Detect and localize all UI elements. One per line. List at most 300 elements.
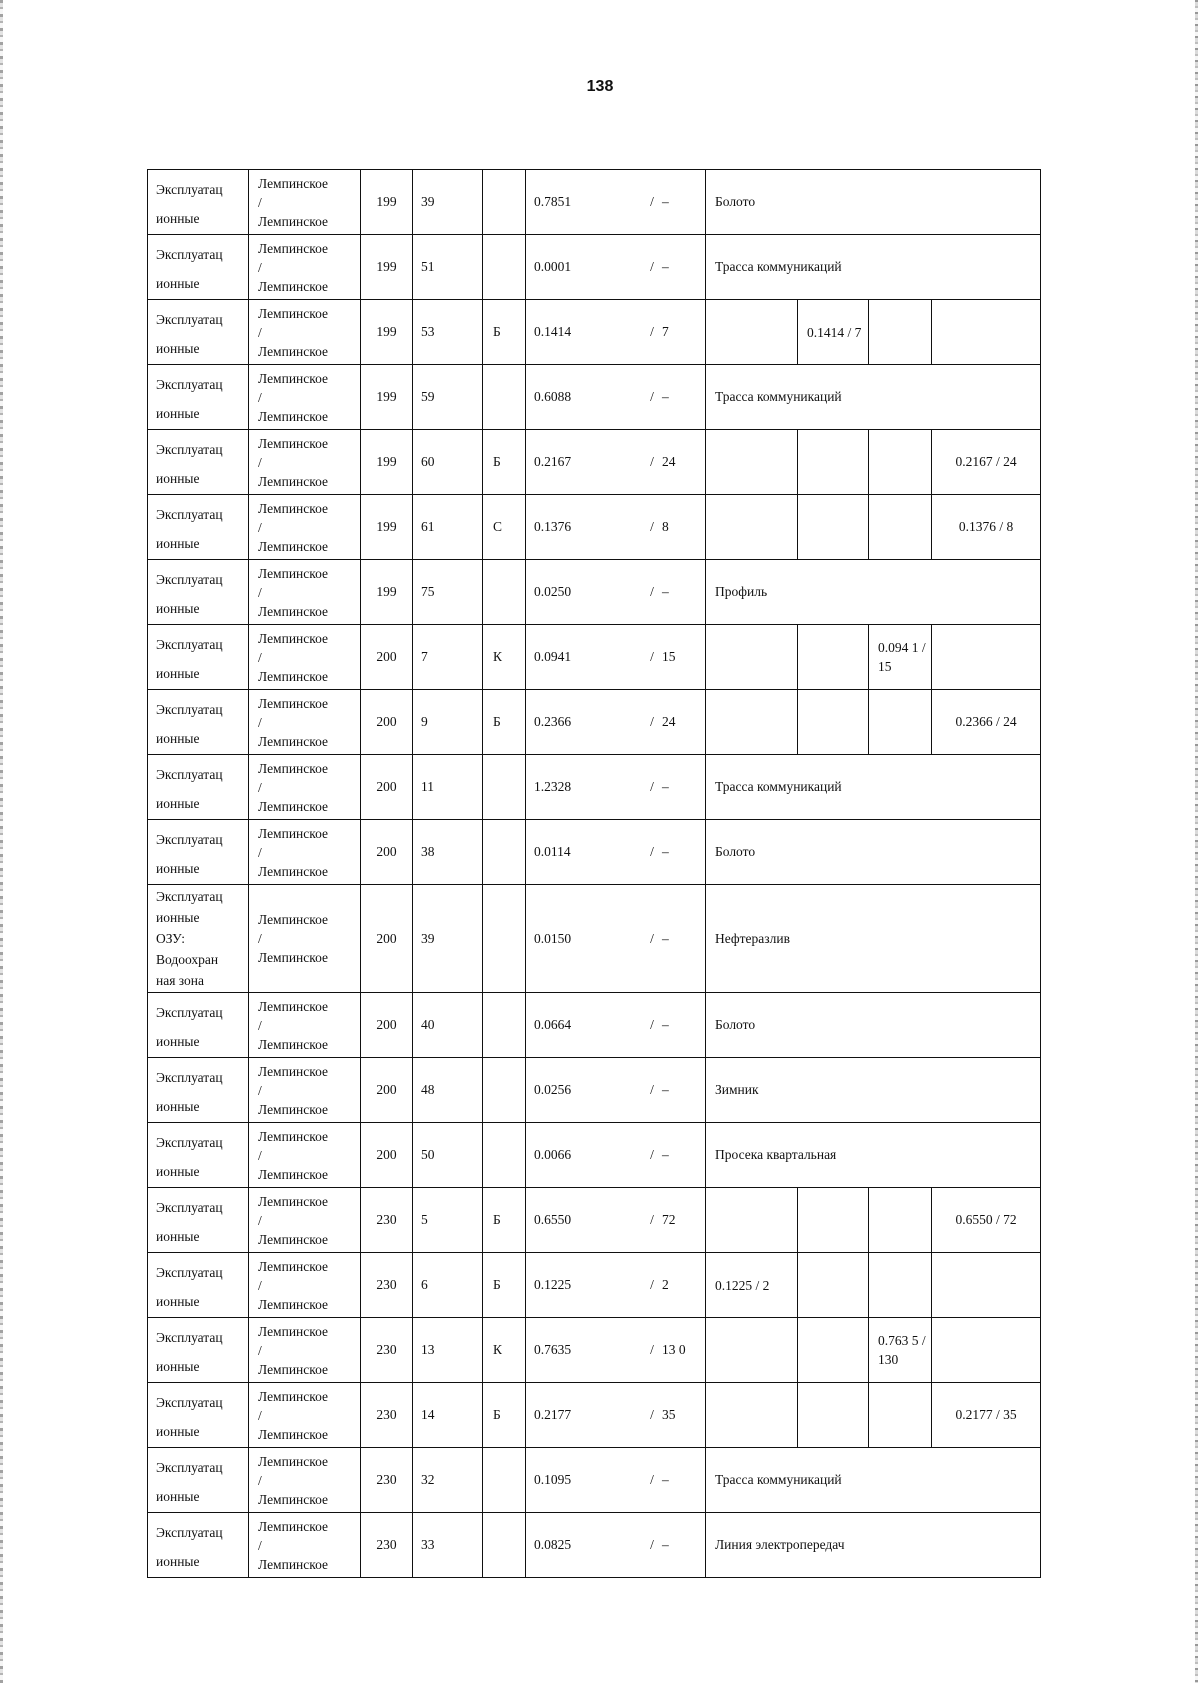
subcategory-cell [798,1318,869,1383]
area-cell [526,1318,706,1383]
area-group [534,1536,705,1554]
area-separator: / [650,1212,654,1227]
table-row [148,690,1041,755]
forestry-line: Лемпинское [258,1193,329,1209]
forestry-line: / [258,454,262,470]
category-line: ионные [156,1229,200,1244]
area-cell [526,560,706,625]
count-value: 2 [662,1277,669,1292]
letter-cell [483,885,526,993]
area-cell [526,625,706,690]
area-group [534,843,705,861]
subcategory-cell: 0.2177 / 35 [932,1383,1041,1448]
table-row [148,1513,1041,1578]
category-line: Эксплуатац [156,507,223,522]
area-cell [526,1058,706,1123]
category-cell [148,235,249,300]
quarter-cell: 200 [361,690,413,755]
category-cell [148,1383,249,1448]
area-cell [526,1448,706,1513]
forestry-cell [249,170,361,235]
subcategory-cell [869,430,932,495]
area-cell [526,430,706,495]
area-separator: / [650,389,654,404]
quarter-cell: 230 [361,1253,413,1318]
purpose-cell: Трасса коммуникаций [706,755,1041,820]
area-cell [526,755,706,820]
category-line: Эксплуатац [156,1135,223,1150]
forestry-line: / [258,1212,262,1228]
category-line: Эксплуатац [156,1200,223,1215]
area-separator: / [650,930,654,946]
area-value: 1.2328 [534,779,572,794]
forestry-line: Лемпинское [258,950,329,965]
forestry-line: Лемпинское [258,370,329,386]
letter-cell [483,820,526,885]
area-separator: / [650,1472,654,1487]
category-line: ионные [156,861,200,876]
area-cell [526,365,706,430]
quarter-cell: 200 [361,1123,413,1188]
forestry-line: / [258,779,262,795]
forestry-line: Лемпинское [258,1231,329,1247]
subcategory-cell [706,690,798,755]
area-cell [526,1123,706,1188]
quarter-cell: 200 [361,755,413,820]
subcategory-cell [869,495,932,560]
plot-cell: 48 [413,1058,483,1123]
subcategory-cell [932,1318,1041,1383]
table-row [148,993,1041,1058]
area-value: 0.0066 [534,1147,572,1162]
subcategory-cell [706,1383,798,1448]
category-line: Эксплуатац [156,1265,223,1280]
area-value: 0.0150 [534,930,572,946]
plot-cell: 75 [413,560,483,625]
area-group [534,1146,705,1164]
table-row [148,1253,1041,1318]
quarter-cell: 199 [361,300,413,365]
forestry-line: Лемпинское [258,1426,329,1442]
category-line: Эксплуатац [156,832,223,847]
purpose-cell: Просека квартальная [706,1123,1041,1188]
area-cell [526,300,706,365]
forestry-line: Лемпинское [258,863,329,879]
area-value: 0.1376 [534,519,572,534]
letter-cell [483,1123,526,1188]
category-line: ионные [156,910,200,925]
forestry-line: Лемпинское [258,213,329,229]
area-value: 0.0250 [534,584,572,599]
area-group [534,713,705,731]
letter-cell: Б [483,300,526,365]
area-value: 0.0114 [534,844,571,859]
quarter-cell: 230 [361,1188,413,1253]
forestry-cell [249,235,361,300]
plot-cell: 40 [413,993,483,1058]
table-row [148,625,1041,690]
area-group [534,1081,705,1099]
purpose-cell: Трасса коммуникаций [706,1448,1041,1513]
subcategory-cell [798,690,869,755]
category-line: Эксплуатац [156,247,223,262]
category-line: ионные [156,1164,200,1179]
table-body [148,170,1041,1578]
forestry-cell [249,300,361,365]
forestry-line: / [258,1082,262,1098]
area-value: 0.0664 [534,1017,572,1032]
plot-cell: 32 [413,1448,483,1513]
forestry-line: Лемпинское [258,603,329,619]
category-cell [148,365,249,430]
area-value: 0.1225 [534,1277,572,1292]
subcategory-cell [932,300,1041,365]
forestry-cell [249,1513,361,1578]
letter-cell: С [483,495,526,560]
letter-cell: К [483,1318,526,1383]
subcategory-cell [798,1253,869,1318]
forestry-line: / [258,1407,262,1423]
forestry-cell [249,690,361,755]
area-cell [526,820,706,885]
category-line: ионные [156,1489,200,1504]
category-line: Эксплуатац [156,377,223,392]
category-cell [148,1513,249,1578]
forestry-line: Лемпинское [258,1036,329,1052]
table-row [148,1123,1041,1188]
count-value: – [662,259,669,274]
quarter-cell: 200 [361,820,413,885]
category-cell [148,1188,249,1253]
table-row [148,755,1041,820]
category-cell [148,690,249,755]
subcategory-cell [869,1253,932,1318]
count-value: – [662,1537,669,1552]
forestry-cell [249,560,361,625]
page-number: 138 [586,78,614,95]
category-line: ионные [156,406,200,421]
forestry-cell [249,1058,361,1123]
table-row [148,365,1041,430]
area-group [534,583,705,601]
category-cell [148,300,249,365]
letter-cell [483,170,526,235]
subcategory-cell: 0.2366 / 24 [932,690,1041,755]
forestry-line: / [258,1147,262,1163]
letter-cell: Б [483,1188,526,1253]
forestry-line: Лемпинское [258,1491,329,1507]
plot-cell: 5 [413,1188,483,1253]
forestry-cell [249,1383,361,1448]
area-value: 0.1095 [534,1472,572,1487]
subcategory-cell: 0.6550 / 72 [932,1188,1041,1253]
quarter-cell: 200 [361,993,413,1058]
forestry-line: Лемпинское [258,825,329,841]
category-line: ионные [156,1424,200,1439]
area-cell [526,885,706,993]
area-cell [526,1253,706,1318]
forestry-line: / [258,324,262,340]
area-separator: / [650,584,654,599]
area-value: 0.0825 [534,1537,572,1552]
area-separator: / [650,1342,654,1357]
subcategory-cell [869,300,932,365]
category-line: ионные [156,731,200,746]
subcategory-cell [798,430,869,495]
category-line: ионные [156,1294,200,1309]
forestry-line: Лемпинское [258,1323,329,1339]
forestry-line: / [258,1277,262,1293]
letter-cell: Б [483,690,526,755]
category-cell [148,430,249,495]
count-value: – [662,1017,669,1032]
category-line: Эксплуатац [156,1525,223,1540]
forestry-line: Лемпинское [258,1518,329,1534]
count-value: 24 [662,714,676,729]
forestry-line: / [258,1017,262,1033]
forestry-line: Лемпинское [258,500,329,516]
forestry-line: / [258,389,262,405]
forestry-cell [249,1253,361,1318]
area-separator: / [650,454,654,469]
category-cell [148,885,249,993]
table-row [148,1058,1041,1123]
forestry-cell [249,1448,361,1513]
category-line: ионные [156,1554,200,1569]
count-value: 35 [662,1407,676,1422]
area-separator: / [650,1082,654,1097]
forestry-line: Лемпинское [258,630,329,646]
category-line: ионные [156,341,200,356]
area-group [534,258,705,276]
forestry-cell [249,1123,361,1188]
plot-cell: 39 [413,170,483,235]
count-value: 15 [662,649,676,664]
quarter-cell: 199 [361,235,413,300]
table-row [148,1318,1041,1383]
area-group [534,388,705,406]
quarter-cell: 199 [361,560,413,625]
area-group [534,1276,705,1294]
quarter-cell: 199 [361,365,413,430]
plot-cell: 60 [413,430,483,495]
category-cell [148,755,249,820]
forestry-line: Лемпинское [258,305,329,321]
purpose-cell: Трасса коммуникаций [706,235,1041,300]
area-separator: / [650,779,654,794]
forestry-cell [249,993,361,1058]
forestry-line: / [258,931,262,946]
forestry-line: Лемпинское [258,240,329,256]
area-value: 0.7635 [534,1342,572,1357]
quarter-cell: 199 [361,430,413,495]
subcategory-cell [706,625,798,690]
purpose-cell: Зимник [706,1058,1041,1123]
category-line: ионные [156,601,200,616]
subcategory-cell [798,495,869,560]
subcategory-cell: 0.1225 / 2 [706,1253,798,1318]
table-row [148,300,1041,365]
forestry-line: Лемпинское [258,278,329,294]
count-value: – [662,584,669,599]
category-line: Эксплуатац [156,767,223,782]
subcategory-cell [869,690,932,755]
category-line: ная зона [156,973,205,988]
forestry-line: / [258,1342,262,1358]
forestry-line: Лемпинское [258,473,329,489]
area-group [534,193,705,211]
subcategory-cell: 0.094 1 / 15 [869,625,932,690]
area-value: 0.6088 [534,389,572,404]
category-line: ионные [156,796,200,811]
subcategory-cell: 0.1414 / 7 [798,300,869,365]
forestry-line: Лемпинское [258,695,329,711]
table-row [148,430,1041,495]
count-value: 7 [662,324,669,339]
subcategory-cell [706,1318,798,1383]
area-value: 0.2366 [534,714,572,729]
forestry-cell [249,820,361,885]
area-cell [526,1513,706,1578]
plot-cell: 38 [413,820,483,885]
forestry-line: / [258,649,262,665]
quarter-cell: 230 [361,1383,413,1448]
category-line: Водоохран [156,952,219,967]
area-value: 0.1414 [534,324,572,339]
category-cell [148,170,249,235]
quarter-cell: 199 [361,495,413,560]
forestry-line: / [258,259,262,275]
quarter-cell: 230 [361,1448,413,1513]
forestry-line: / [258,714,262,730]
area-group [534,1016,705,1034]
forestry-line: Лемпинское [258,1556,329,1572]
purpose-cell: Болото [706,820,1041,885]
scan-edge-left [0,0,3,1683]
forestry-line: Лемпинское [258,175,329,191]
area-separator: / [650,519,654,534]
forestry-cell [249,495,361,560]
forestry-line: Лемпинское [258,1361,329,1377]
count-value: – [662,194,669,209]
forestry-line: Лемпинское [258,1128,329,1144]
subcategory-cell [798,625,869,690]
forestry-line: Лемпинское [258,1166,329,1182]
plot-cell: 61 [413,495,483,560]
plot-cell: 13 [413,1318,483,1383]
category-cell [148,1448,249,1513]
plot-cell: 53 [413,300,483,365]
category-line: Эксплуатац [156,1330,223,1345]
forestry-line: Лемпинское [258,998,329,1014]
letter-cell [483,755,526,820]
letter-cell: Б [483,430,526,495]
category-line: Эксплуатац [156,182,223,197]
subcategory-cell: 0.2167 / 24 [932,430,1041,495]
category-cell [148,1253,249,1318]
category-line: Эксплуатац [156,1005,223,1020]
quarter-cell: 230 [361,1318,413,1383]
forestry-line: Лемпинское [258,1258,329,1274]
subcategory-cell [932,1253,1041,1318]
area-cell [526,235,706,300]
subcategory-cell: 0.1376 / 8 [932,495,1041,560]
area-group [534,323,705,341]
quarter-cell: 199 [361,170,413,235]
area-cell [526,1383,706,1448]
letter-cell [483,1448,526,1513]
forestry-line: Лемпинское [258,1101,329,1117]
area-group [534,930,705,948]
area-separator: / [650,1277,654,1292]
category-cell [148,1318,249,1383]
area-separator: / [650,1017,654,1032]
plot-cell: 33 [413,1513,483,1578]
purpose-cell: Нефтеразлив [706,885,1041,993]
category-line: ионные [156,471,200,486]
table-row [148,1448,1041,1513]
quarter-cell: 230 [361,1513,413,1578]
count-value: – [662,930,669,946]
table-row [148,235,1041,300]
quarter-cell: 200 [361,885,413,993]
count-value: – [662,1147,669,1162]
letter-cell [483,1058,526,1123]
area-cell [526,690,706,755]
table-row [148,885,1041,993]
count-value: 24 [662,454,676,469]
forestry-cell [249,885,361,993]
letter-cell [483,235,526,300]
forestry-cell [249,430,361,495]
forestry-cell [249,755,361,820]
land-plots-table [147,169,1041,1578]
plot-cell: 51 [413,235,483,300]
area-group [534,1406,705,1424]
count-value: – [662,779,669,794]
category-line: Эксплуатац [156,442,223,457]
purpose-cell: Профиль [706,560,1041,625]
area-cell [526,495,706,560]
subcategory-cell [706,430,798,495]
subcategory-cell [706,300,798,365]
area-group [534,1471,705,1489]
forestry-cell [249,1188,361,1253]
letter-cell: Б [483,1253,526,1318]
purpose-cell: Болото [706,993,1041,1058]
forestry-cell [249,1318,361,1383]
plot-cell: 14 [413,1383,483,1448]
forestry-line: Лемпинское [258,1063,329,1079]
category-line: ионные [156,211,200,226]
forestry-cell [249,365,361,430]
category-line: Эксплуатац [156,1395,223,1410]
area-group [534,1341,705,1359]
subcategory-cell [869,1383,932,1448]
area-group [534,1211,705,1229]
subcategory-cell [798,1188,869,1253]
letter-cell: К [483,625,526,690]
count-value: – [662,1082,669,1097]
purpose-cell: Болото [706,170,1041,235]
category-cell [148,495,249,560]
plot-cell: 11 [413,755,483,820]
category-line: ионные [156,1034,200,1049]
category-cell [148,1123,249,1188]
subcategory-cell [932,625,1041,690]
letter-cell [483,560,526,625]
area-value: 0.0256 [534,1082,572,1097]
